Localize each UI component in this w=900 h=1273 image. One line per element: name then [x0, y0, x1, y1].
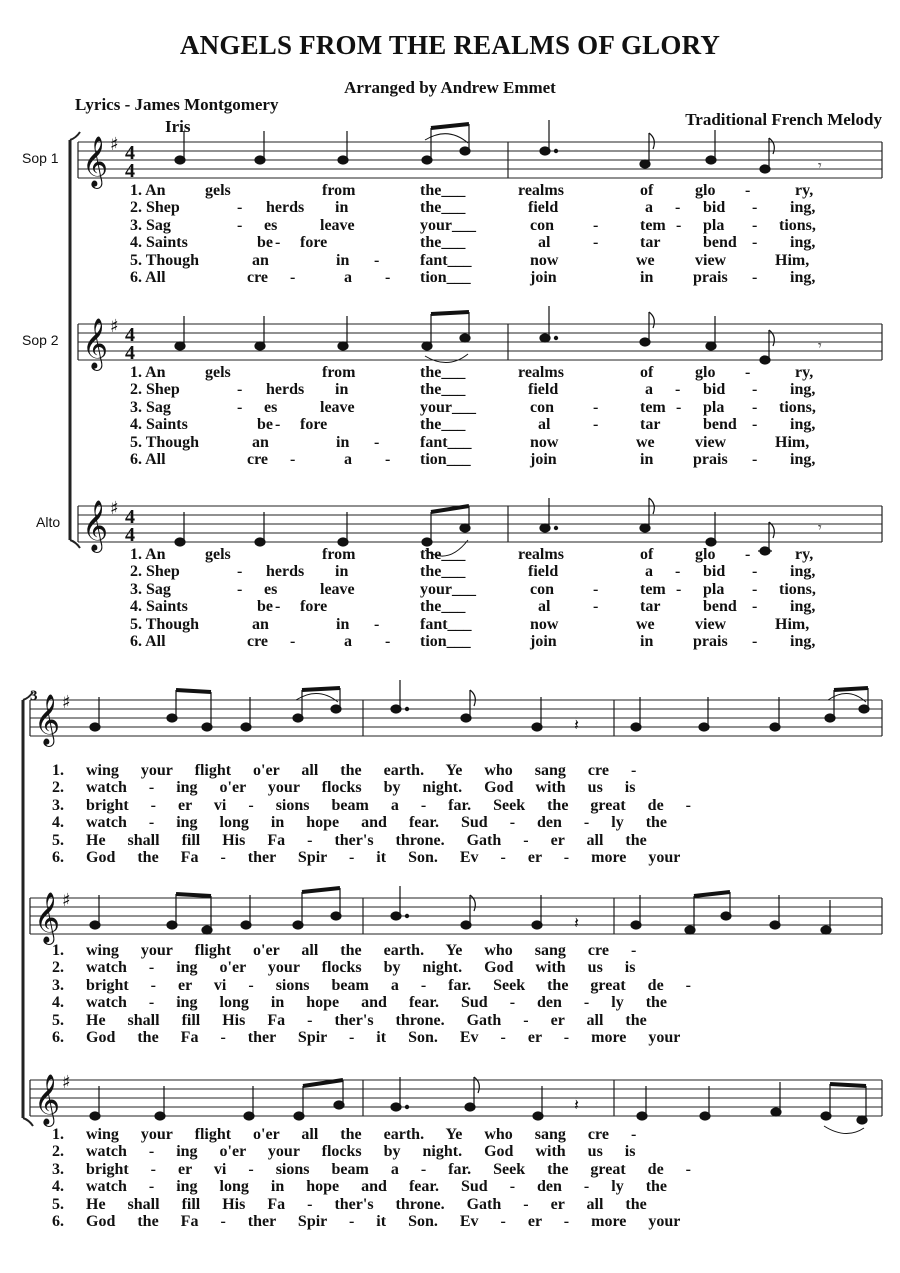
lyric-syllable: your___: [420, 216, 476, 234]
lyric-syllable: ing,: [790, 563, 816, 581]
lyric-syllable: -: [374, 251, 380, 269]
svg-text:♯: ♯: [62, 1072, 71, 1093]
lyric-syllable: field: [528, 381, 559, 399]
lyric-syllable: con: [530, 398, 554, 416]
lyric-syllable: fant___: [420, 615, 472, 633]
lyric-line: 2. watch - ing o'er your flocks by night. God with us is: [52, 1143, 636, 1161]
lyric-syllable: leave: [320, 580, 355, 598]
lyric-syllable: cre: [247, 451, 269, 468]
lyric-line: 5. He shall fill His Fa - ther's throne. Gath - er all the: [52, 1195, 647, 1213]
lyric-syllable: ing,: [790, 234, 816, 252]
lyric-syllable: tem: [640, 216, 666, 234]
lyric-syllable: ing,: [790, 451, 816, 468]
lyric-syllable: -: [593, 216, 599, 234]
lyrics-block-sop1: [0, 182, 900, 292]
lyric-syllable: ing,: [790, 381, 816, 399]
lyric-syllable: bid: [703, 381, 726, 399]
lyric-syllable: -: [385, 633, 391, 650]
lyric-syllable: tion___: [420, 633, 471, 650]
lyric-line: 1. wing your flight o'er all the earth. Ye who sang cre -: [52, 942, 637, 959]
lyric-syllable: view: [695, 433, 727, 451]
lyric-syllable: gels: [205, 364, 231, 381]
lyric-syllable: fant___: [420, 251, 472, 269]
lyric-syllable: con: [530, 216, 554, 234]
lyric-syllable: -: [593, 416, 599, 434]
treble-clef-icon: 𝄞: [34, 694, 61, 745]
lyric-syllable: from: [322, 364, 356, 381]
lyric-syllable: pla: [703, 216, 725, 234]
lyric-line: 4. watch - ing long in hope and fear. Sud - den - ly the: [52, 994, 668, 1012]
lyric-syllable: ry,: [795, 182, 814, 199]
lyric-syllable: we: [636, 433, 655, 451]
lyric-syllable: fant___: [420, 433, 472, 451]
lyric-syllable: -: [752, 234, 758, 252]
lyric-syllable: be: [257, 416, 273, 434]
lyric-syllable: realms: [518, 364, 564, 381]
lyric-syllable: -: [745, 364, 751, 381]
lyric-syllable: 6. All: [130, 633, 166, 650]
lyric-syllable: -: [290, 269, 296, 286]
lyric-syllable: an: [252, 433, 269, 451]
lyric-syllable: an: [252, 615, 269, 633]
lyric-syllable: Him,: [775, 251, 810, 269]
lyric-syllable: in: [335, 381, 349, 399]
lyric-syllable: the___: [420, 234, 466, 252]
lyric-syllable: -: [675, 381, 681, 399]
lyric-syllable: field: [528, 563, 559, 581]
lyric-line: 6. God the Fa - ther Spir - it Son. Ev - er - more your: [52, 1213, 681, 1230]
lyric-syllable: now: [530, 615, 559, 633]
lyric-syllable: a: [645, 563, 653, 581]
lyric-syllable: -: [752, 451, 758, 468]
lyric-syllable: ing,: [790, 269, 816, 286]
lyric-syllable: bend: [703, 598, 737, 616]
lyric-syllable: we: [636, 615, 655, 633]
lyric-syllable: fore: [300, 416, 328, 434]
lyric-syllable: al: [538, 234, 551, 252]
lyric-syllable: from: [322, 182, 356, 199]
lyric-syllable: ry,: [795, 546, 814, 563]
lyric-line: 6. God the Fa - ther Spir - it Son. Ev - er - more your: [52, 1029, 681, 1046]
lyric-syllable: fore: [300, 234, 328, 252]
lyric-syllable: ing,: [790, 416, 816, 434]
lyric-line: 2. watch - ing o'er your flocks by night. God with us is: [52, 959, 636, 977]
lyric-syllable: es: [264, 580, 278, 598]
lyric-syllable: the___: [420, 598, 466, 616]
lyric-syllable: the___: [420, 546, 466, 563]
lyric-syllable: 4. Saints: [130, 416, 188, 434]
svg-text:𝄾: 𝄾: [818, 521, 822, 536]
lyric-syllable: tions,: [779, 216, 816, 234]
lyric-syllable: from: [322, 546, 356, 563]
lyric-syllable: an: [252, 251, 269, 269]
lyric-syllable: bend: [703, 234, 737, 252]
lyrics-block-sys2-bot: [0, 1126, 900, 1236]
lyric-syllable: -: [752, 398, 758, 416]
lyric-syllable: -: [752, 416, 758, 434]
lyric-syllable: -: [290, 633, 296, 650]
lyric-syllable: -: [593, 580, 599, 598]
svg-text:♯: ♯: [62, 890, 71, 911]
lyric-syllable: herds: [266, 563, 305, 581]
lyric-syllable: now: [530, 433, 559, 451]
lyric-syllable: of: [640, 546, 654, 563]
lyric-syllable: Him,: [775, 615, 810, 633]
lyric-syllable: glo: [695, 546, 716, 563]
lyric-syllable: ing,: [790, 598, 816, 616]
lyric-syllable: 1. An: [130, 364, 166, 381]
svg-text:𝄽: 𝄽: [574, 915, 579, 932]
svg-text:4: 4: [125, 524, 135, 546]
lyric-syllable: -: [237, 563, 243, 581]
lyric-line: 4. watch - ing long in hope and fear. Sud - den - ly the: [52, 814, 668, 832]
treble-clef-icon: 𝄞: [82, 318, 109, 369]
lyric-syllable: of: [640, 364, 654, 381]
lyrics-block-sop2: [0, 364, 900, 474]
lyric-syllable: -: [752, 598, 758, 616]
svg-text:4: 4: [125, 142, 135, 164]
lyric-syllable: -: [237, 580, 243, 598]
svg-text:𝄾: 𝄾: [818, 339, 822, 354]
lyric-syllable: pla: [703, 398, 725, 416]
part-label-alto: Alto: [36, 514, 61, 530]
lyric-syllable: 5. Though: [130, 251, 200, 269]
lyric-syllable: realms: [518, 182, 564, 199]
lyric-syllable: ing,: [790, 199, 816, 217]
lyrics-block-sys2-mid: [0, 942, 900, 1052]
system2-bracket: [23, 692, 33, 1126]
lyric-syllable: cre: [247, 269, 269, 286]
lyric-syllable: -: [290, 451, 296, 468]
lyrics-block-alto: [0, 546, 900, 656]
lyric-syllable: 3. Sag: [130, 398, 171, 416]
lyric-syllable: in: [640, 451, 654, 468]
svg-text:4: 4: [125, 160, 135, 182]
lyric-syllable: -: [752, 381, 758, 399]
lyric-syllable: fore: [300, 598, 328, 616]
lyric-syllable: -: [237, 398, 243, 416]
lyric-syllable: join: [530, 269, 557, 286]
lyric-line: 3. bright - er vi - sions beam a - far. Seek the great de -: [52, 976, 691, 994]
svg-text:4: 4: [125, 342, 135, 364]
lyric-syllable: con: [530, 580, 554, 598]
lyric-line: 5. He shall fill His Fa - ther's throne. Gath - er all the: [52, 1011, 647, 1029]
lyric-syllable: in: [336, 615, 350, 633]
lyric-syllable: 3. Sag: [130, 580, 171, 598]
lyric-syllable: a: [645, 381, 653, 399]
lyric-syllable: -: [676, 580, 682, 598]
lyric-syllable: 2. Shep: [130, 381, 180, 399]
lyric-syllable: -: [593, 598, 599, 616]
lyric-syllable: herds: [266, 199, 305, 217]
lyric-line: 5. He shall fill His Fa - ther's throne. Gath - er all the: [52, 831, 647, 849]
lyric-syllable: -: [237, 199, 243, 217]
lyric-syllable: cre: [247, 633, 269, 650]
treble-clef-icon: 𝄞: [34, 1074, 61, 1125]
lyric-syllable: the___: [420, 199, 466, 217]
lyric-syllable: be: [257, 598, 273, 616]
lyric-syllable: the___: [420, 563, 466, 581]
lyric-syllable: the___: [420, 381, 466, 399]
lyric-syllable: tar: [640, 234, 661, 252]
svg-text:♯: ♯: [110, 134, 119, 155]
lyric-line: 6. God the Fa - ther Spir - it Son. Ev - er - more your: [52, 849, 681, 866]
lyric-syllable: leave: [320, 398, 355, 416]
lyric-syllable: join: [530, 451, 557, 468]
lyric-syllable: al: [538, 416, 551, 434]
lyric-syllable: now: [530, 251, 559, 269]
lyric-syllable: leave: [320, 216, 355, 234]
lyric-syllable: a: [645, 199, 653, 217]
lyric-syllable: -: [675, 563, 681, 581]
lyric-syllable: -: [745, 182, 751, 199]
svg-text:♯: ♯: [62, 692, 71, 713]
lyric-syllable: in: [335, 199, 349, 217]
lyric-line: 3. bright - er vi - sions beam a - far. Seek the great de -: [52, 796, 691, 814]
lyric-syllable: be: [257, 234, 273, 252]
lyric-syllable: join: [530, 633, 557, 650]
lyric-syllable: -: [275, 416, 281, 434]
lyricist-credit: Lyrics - James Montgomery: [75, 95, 279, 114]
treble-clef-icon: 𝄞: [34, 892, 61, 943]
lyric-syllable: -: [752, 269, 758, 286]
lyric-syllable: tem: [640, 398, 666, 416]
lyric-syllable: -: [374, 433, 380, 451]
part-label-sop1: Sop 1: [22, 150, 59, 166]
lyric-syllable: in: [336, 433, 350, 451]
lyric-syllable: realms: [518, 546, 564, 563]
lyric-syllable: -: [752, 199, 758, 217]
lyric-syllable: tion___: [420, 451, 471, 468]
lyric-syllable: 5. Though: [130, 615, 200, 633]
lyric-syllable: gels: [205, 546, 231, 563]
svg-text:4: 4: [125, 324, 135, 346]
lyric-syllable: field: [528, 199, 559, 217]
lyric-syllable: in: [336, 251, 350, 269]
lyric-syllable: your___: [420, 398, 476, 416]
lyric-syllable: tar: [640, 416, 661, 434]
lyrics-block-sys2-top: [0, 762, 900, 872]
lyric-syllable: 2. Shep: [130, 199, 180, 217]
lyric-syllable: in: [640, 633, 654, 650]
svg-text:𝄾: 𝄾: [818, 159, 822, 174]
page-title: ANGELS FROM THE REALMS OF GLORY: [179, 30, 721, 60]
treble-clef-icon: 𝄞: [82, 136, 109, 187]
lyric-syllable: in: [640, 269, 654, 286]
lyric-syllable: pla: [703, 580, 725, 598]
lyric-syllable: -: [752, 580, 758, 598]
lyric-syllable: prais: [693, 633, 728, 650]
lyric-syllable: -: [745, 546, 751, 563]
lyric-syllable: prais: [693, 451, 728, 468]
lyric-syllable: the___: [420, 416, 466, 434]
treble-clef-icon: 𝄞: [82, 500, 109, 551]
lyric-syllable: -: [275, 598, 281, 616]
lyric-syllable: -: [593, 398, 599, 416]
lyric-syllable: -: [675, 199, 681, 217]
lyric-line: 4. watch - ing long in hope and fear. Sud - den - ly the: [52, 1178, 668, 1196]
svg-text:♯: ♯: [110, 498, 119, 519]
lyric-syllable: of: [640, 182, 654, 199]
lyric-syllable: glo: [695, 364, 716, 381]
svg-text:𝄽: 𝄽: [574, 717, 579, 734]
lyric-syllable: prais: [693, 269, 728, 286]
lyric-syllable: 1. An: [130, 182, 166, 199]
lyric-syllable: 5. Though: [130, 433, 200, 451]
lyric-syllable: -: [752, 216, 758, 234]
lyric-syllable: -: [385, 451, 391, 468]
lyric-syllable: -: [237, 381, 243, 399]
lyric-syllable: we: [636, 251, 655, 269]
svg-text:♯: ♯: [110, 316, 119, 337]
lyric-syllable: view: [695, 615, 727, 633]
part-label-sop2: Sop 2: [22, 332, 59, 348]
lyric-syllable: bend: [703, 416, 737, 434]
arranger-credit: Arranged by Andrew Emmet: [344, 78, 556, 97]
lyric-syllable: the___: [420, 182, 466, 199]
lyric-line: 1. wing your flight o'er all the earth. Ye who sang cre -: [52, 1126, 637, 1143]
lyric-line: 1. wing your flight o'er all the earth. Ye who sang cre -: [52, 762, 637, 779]
lyric-syllable: -: [374, 615, 380, 633]
svg-text:4: 4: [125, 506, 135, 528]
measure-number: 3: [30, 688, 38, 704]
lyric-syllable: tion___: [420, 269, 471, 286]
lyric-syllable: -: [237, 216, 243, 234]
lyric-line: 2. watch - ing o'er your flocks by night. God with us is: [52, 779, 636, 797]
lyric-syllable: in: [335, 563, 349, 581]
lyric-syllable: ry,: [795, 364, 814, 381]
lyric-syllable: 2. Shep: [130, 563, 180, 581]
lyric-syllable: a: [344, 633, 352, 650]
lyric-syllable: -: [593, 234, 599, 252]
lyric-syllable: tem: [640, 580, 666, 598]
lyric-syllable: al: [538, 598, 551, 616]
lyric-syllable: -: [676, 398, 682, 416]
lyric-line: 3. bright - er vi - sions beam a - far. Seek the great de -: [52, 1160, 691, 1178]
lyric-syllable: 4. Saints: [130, 234, 188, 252]
lyric-syllable: -: [676, 216, 682, 234]
lyric-syllable: a: [344, 451, 352, 468]
lyric-syllable: gels: [205, 182, 231, 199]
lyric-syllable: glo: [695, 182, 716, 199]
lyric-syllable: 3. Sag: [130, 216, 171, 234]
lyric-syllable: 6. All: [130, 269, 166, 286]
lyric-syllable: 6. All: [130, 451, 166, 468]
lyric-syllable: the___: [420, 364, 466, 381]
lyric-syllable: es: [264, 398, 278, 416]
lyric-syllable: 1. An: [130, 546, 166, 563]
lyric-syllable: bid: [703, 199, 726, 217]
lyric-syllable: view: [695, 251, 727, 269]
lyric-syllable: -: [385, 269, 391, 286]
lyric-syllable: es: [264, 216, 278, 234]
svg-text:𝄽: 𝄽: [574, 1097, 579, 1114]
lyric-syllable: your___: [420, 580, 476, 598]
lyric-syllable: bid: [703, 563, 726, 581]
lyric-syllable: Him,: [775, 433, 810, 451]
lyric-syllable: -: [752, 563, 758, 581]
composer-credit: Traditional French Melody: [685, 110, 882, 129]
lyric-syllable: a: [344, 269, 352, 286]
lyric-syllable: tions,: [779, 580, 816, 598]
tune-name: Iris: [165, 117, 191, 136]
lyric-syllable: herds: [266, 381, 305, 399]
lyric-syllable: -: [275, 234, 281, 252]
lyric-syllable: tar: [640, 598, 661, 616]
lyric-syllable: 4. Saints: [130, 598, 188, 616]
lyric-syllable: -: [752, 633, 758, 650]
lyric-syllable: ing,: [790, 633, 816, 650]
lyric-syllable: tions,: [779, 398, 816, 416]
